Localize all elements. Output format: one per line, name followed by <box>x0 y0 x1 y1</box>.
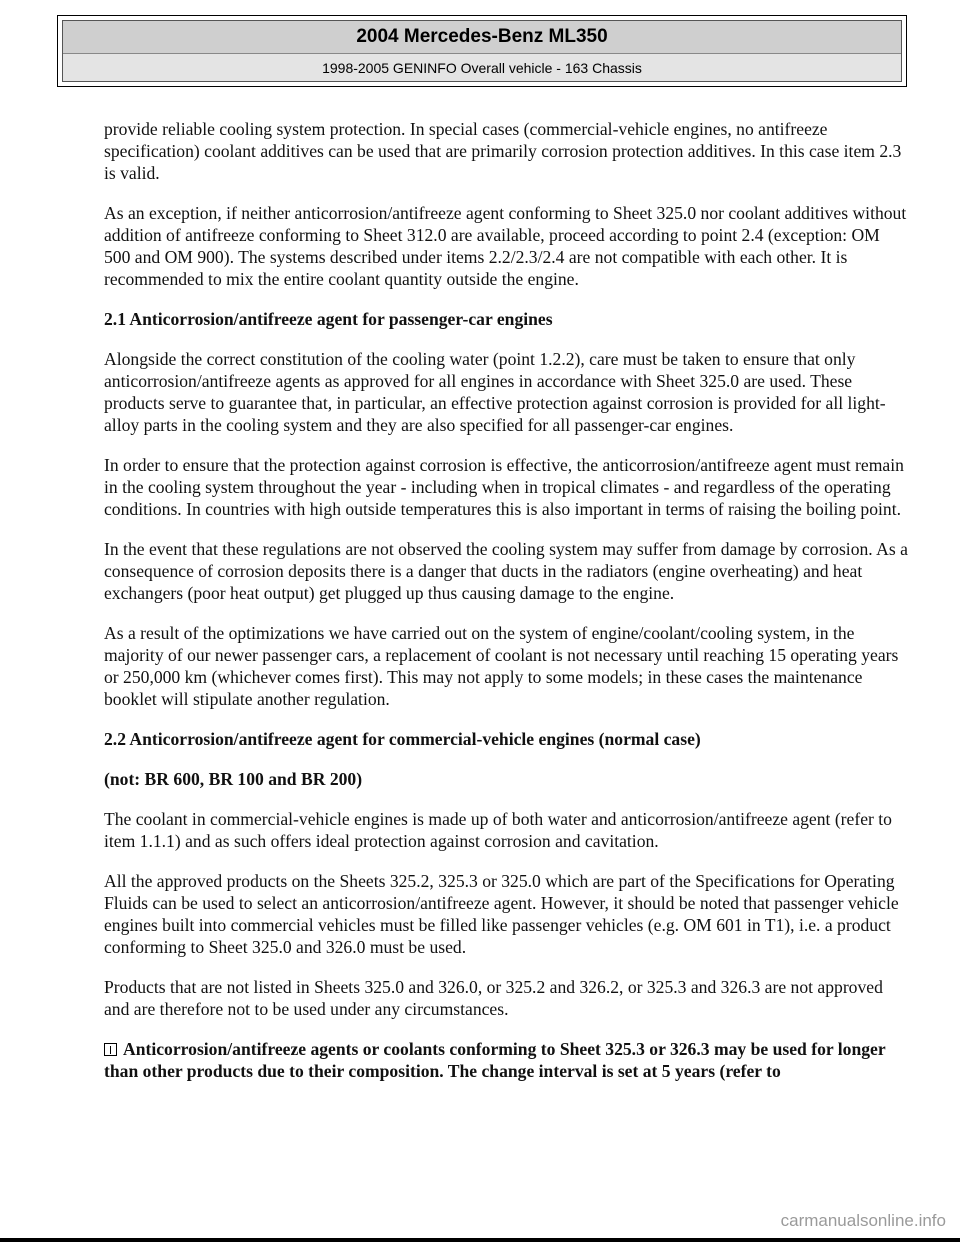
paragraph-optimizations: As a result of the optimizations we have carried out on the system of engine/coolant/cooling system, in the majority of our newer passenger cars, a replacement of coolant is not necessary until reaching 15 operating years or 250,000 km (whichever comes first). This may not apply to some models; in these cases the maintenance booklet will stipulate another regulation. <box>104 623 899 709</box>
site-watermark: carmanualsonline.info <box>780 1211 946 1230</box>
paragraph-not-listed: Products that are not listed in Sheets 325.0 and 326.0, or 325.2 and 326.2, or 325.3 and 326.3 are not approved and are therefore not to be used under any circumstances. <box>104 977 883 1019</box>
section-subheading-exclusions: (not: BR 600, BR 100 and BR 200) <box>104 769 363 789</box>
document-header <box>57 15 907 87</box>
document-title: 2004 Mercedes-Benz ML350 <box>63 21 901 54</box>
page-bottom-border <box>0 1238 960 1242</box>
header-frame <box>62 20 902 82</box>
paragraph-commercial-coolant: The coolant in commercial-vehicle engines is made up of both water and anticorrosion/antifreeze agent (refer to item 1.1.1) and as such offers ideal protection against corrosion and cavitation. <box>104 809 892 851</box>
document-body <box>104 118 909 1100</box>
paragraph-corrosion-effective: In order to ensure that the protection against corrosion is effective, the anticorrosion/antifreeze agent must remain in the cooling system throughout the year - including when in tropical climates - and regardless of the operating conditions. In countries with high outside temperatures this is also important in terms of raising the boiling point. <box>104 455 904 519</box>
paragraph-cooling-protection: provide reliable cooling system protection. In special cases (commercial-vehicle engines, no antifreeze specification) coolant additives can be used that are primarily corrosion protection additives. In this case item 2.3 is valid. <box>104 119 902 183</box>
section-heading-2-1: 2.1 Anticorrosion/antifreeze agent for passenger-car engines <box>104 309 553 329</box>
paragraph-regulations: In the event that these regulations are not observed the cooling system may suffer from damage by corrosion. As a consequence of corrosion deposits there is a danger that ducts in the radiators (engine overheating) and heat exchangers (poor heat output) get plugged up thus causing damage to the engine. <box>104 539 908 603</box>
note-text: Anticorrosion/antifreeze agents or coolants conforming to Sheet 325.3 or 326.3 may be used for longer than other products due to their composition. The change interval is set at 5 years (refer to <box>104 1039 886 1081</box>
document-subtitle: 1998-2005 GENINFO Overall vehicle - 163 Chassis <box>63 54 901 81</box>
paragraph-exception: As an exception, if neither anticorrosion/antifreeze agent conforming to Sheet 325.0 nor coolant additives without addition of antifreeze conforming to Sheet 312.0 are available, proceed according to point 2.4 (exception: OM 500 and OM 900). The systems described under items 2.2/2.3/2.4 are not compatible with each other. It is recommended to mix the entire coolant quantity outside the engine. <box>104 203 907 289</box>
paragraph-cooling-water: Alongside the correct constitution of the cooling water (point 1.2.2), care must be taken to ensure that only anticorrosion/antifreeze agents as approved for all engines in accordance with Sheet 325.0 are used. These products serve to guarantee that, in particular, an effective protection against corrosion is provided for all light-alloy parts in the cooling system and they are also specified for all passenger-car engines. <box>104 349 886 435</box>
section-heading-2-2: 2.2 Anticorrosion/antifreeze agent for commercial-vehicle engines (normal case) <box>104 729 701 749</box>
paragraph-approved-products: All the approved products on the Sheets 325.2, 325.3 or 325.0 which are part of the Specifications for Operating Fluids can be used to select an anticorrosion/antifreeze agent. However, it should be noted that passenger vehicle engines built into commercial vehicles must be filled like passenger vehicles (e.g. OM 601 in T1), i.e. a product conforming to Sheet 325.0 and 326.0 must be used. <box>104 871 899 957</box>
note-paragraph <box>104 1038 909 1082</box>
info-note-icon <box>104 1043 117 1056</box>
